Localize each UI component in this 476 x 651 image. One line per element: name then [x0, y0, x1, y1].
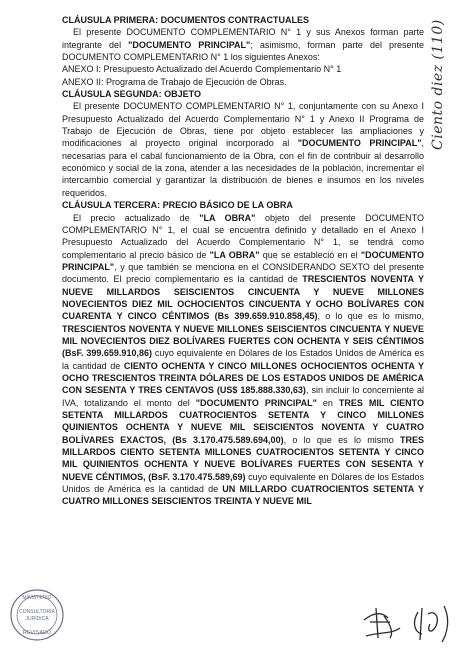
- bold-run: "DOCUMENTO PRINCIPAL": [297, 138, 422, 149]
- bold-run: "DOCUMENTO PRINCIPAL": [62, 249, 425, 272]
- text-run: , o lo que es lo mismo: [283, 434, 400, 445]
- bold-run: UN MILLARDO CUATROCIENTOS SETENTA Y CUATRO MILLONES SEISCIENTOS TREINTA Y NUEVE MIL: [62, 484, 424, 507]
- text-run: , sin incluir lo concerniente al IVA, totalizando el monto del: [62, 385, 425, 408]
- text-run: cuyo equivalente en Dólares de los Estados Unidos de América es la cantidad de: [62, 348, 425, 371]
- stamp-text-4: REVISADO: [22, 630, 52, 636]
- bold-run: "LA OBRA": [209, 249, 260, 260]
- annex-2-line: ANEXO II: Programa de Trabajo de Ejecución de Obras.: [62, 76, 287, 87]
- text-run: , y que también se menciona en el CONSIDERANDO SEXTO del presente documento. El precio complementario es la cantidad de: [62, 261, 424, 285]
- text-run: que se estableció en el: [259, 249, 361, 260]
- annex-1-line: ANEXO I: Presupuesto Actualizado del Acuerdo Complementario N° 1: [62, 64, 342, 75]
- clause-2-title: CLÁUSULA SEGUNDA: OBJETO: [62, 89, 202, 100]
- bold-run: CIENTO OCHENTA Y CINCO MILLONES OCHOCIENTOS OCHENTA Y OCHO TRESCIENTOS TREINTA DÓLARES DE LOS ESTADOS UNIDOS DE AMÉRICA CON SESENTA Y TRES CENTAVOS (US$ 185.888.330,63): [62, 360, 424, 396]
- signatures-area: [360, 598, 470, 646]
- ministry-stamp: [8, 586, 66, 644]
- clause-2-paragraph: [62, 100, 424, 199]
- bold-run: TRESCIENTOS NOVENTA Y NUEVE MILLARDOS SEISCIENTOS CINCUENTA Y NUEVE MILLONES NOVECIENTOS DIEZ MIL OCHOCIENTOS CINCUENTA Y OCHO BOLÍVARES CON CUARENTA Y CINCO CÉNTIMOS (Bs 399.659.910.858,45): [62, 274, 424, 322]
- text-run: ; asimismo, forman parte del presente DOCUMENTO COMPLEMENTARIO N° 1 los siguientes Anexos:: [62, 39, 425, 63]
- bold-run: "LA OBRA": [199, 212, 256, 223]
- clause-1-title: CLÁUSULA PRIMERA: DOCUMENTOS CONTRACTUALES: [62, 15, 309, 25]
- text-run: El presente DOCUMENTO COMPLEMENTARIO N° 1, conjuntamente con su Anexo I Presupuesto Actualizado del Acuerdo Complementario N° 1 y Anexo II Programa de Trabajo de Ejecución de Obras, tiene por objeto establecer las ampliaciones y modificaciones al proyecto original incorporado al: [62, 101, 424, 149]
- bold-run: TRES MIL CIENTO SETENTA MILLARDOS CUATROCIENTOS SETENTA Y CINCO MILLONES QUINIENTOS OCHENTA Y NUEVE MIL SEISCIENTOS NOVENTA Y CUATRO BOLÍVARES EXACTOS, (Bs 3.170.475.589.694,00): [62, 397, 424, 445]
- text-run: cuyo equivalente en Dólares de los Estados Unidos de América es la cantidad de: [62, 471, 425, 495]
- text-run: , necesarias para el cabal funcionamiento de la Obra, con el fin de contribuir al desarrollo económico y social de la zona, atender a las necesidades de la población, incrementar el intercambio comercial y garantizar la distribución de bienes e insumos en los niveles requeridos.: [62, 138, 425, 198]
- text-run: , o lo que es lo mismo,: [317, 311, 424, 322]
- stamp-text-3: JURÍDICA: [25, 616, 49, 622]
- text-run: en: [316, 397, 339, 408]
- bold-run: "DOCUMENTO PRINCIPAL": [195, 397, 317, 408]
- bold-run: TRESCIENTOS NOVENTA Y NUEVE MILLONES SEISCIENTOS CINCUENTA Y NUEVE MIL NOVECIENTOS DIEZ BOLÍVARES FUERTES CON OCHENTA Y SEIS CÉNTIMOS (BsF. 399.659.910,86): [62, 323, 424, 359]
- bold-run: "DOCUMENTO PRINCIPAL": [128, 39, 251, 50]
- stamp-inner-ring: [17, 596, 57, 634]
- clause-3-title: CLÁUSULA TERCERA: PRECIO BÁSICO DE LA OBRA: [62, 200, 293, 211]
- stamp-text-2: CONSULTORÍA: [19, 609, 55, 615]
- bold-run: TRES MILLARDOS CIENTO SETENTA MILLONES CUATROCIENTOS SETENTA Y CINCO MIL QUINIENTOS OCHENTA Y NUEVE BOLÍVARES FUERTES CON SESENTA Y NUEVE CÉNTIMOS, (BsF. 3.170.475.589,69): [62, 434, 425, 482]
- text-run: objeto del presente DOCUMENTO COMPLEMENTARIO N° 1, el cual se encuentra definido y detallado en el Anexo I Presupuesto Actualizado del Acuerdo Complementario N° 1, se tendrá como complementario al precio básico de: [62, 212, 424, 260]
- clause-3-paragraph: [62, 212, 424, 508]
- margin-handwritten-note: Ciento diez (110): [430, 19, 446, 150]
- text-run: El precio actualizado de: [73, 212, 200, 223]
- clause-1-paragraph: [62, 26, 424, 63]
- document-body: [62, 14, 424, 508]
- signature-1: [364, 608, 400, 638]
- signature-2: [415, 606, 448, 642]
- stamp-text-1: MINISTERIO: [22, 595, 52, 601]
- text-run: El presente DOCUMENTO COMPLEMENTARIO N° 1 y sus Anexos forman parte integrante del: [62, 27, 424, 50]
